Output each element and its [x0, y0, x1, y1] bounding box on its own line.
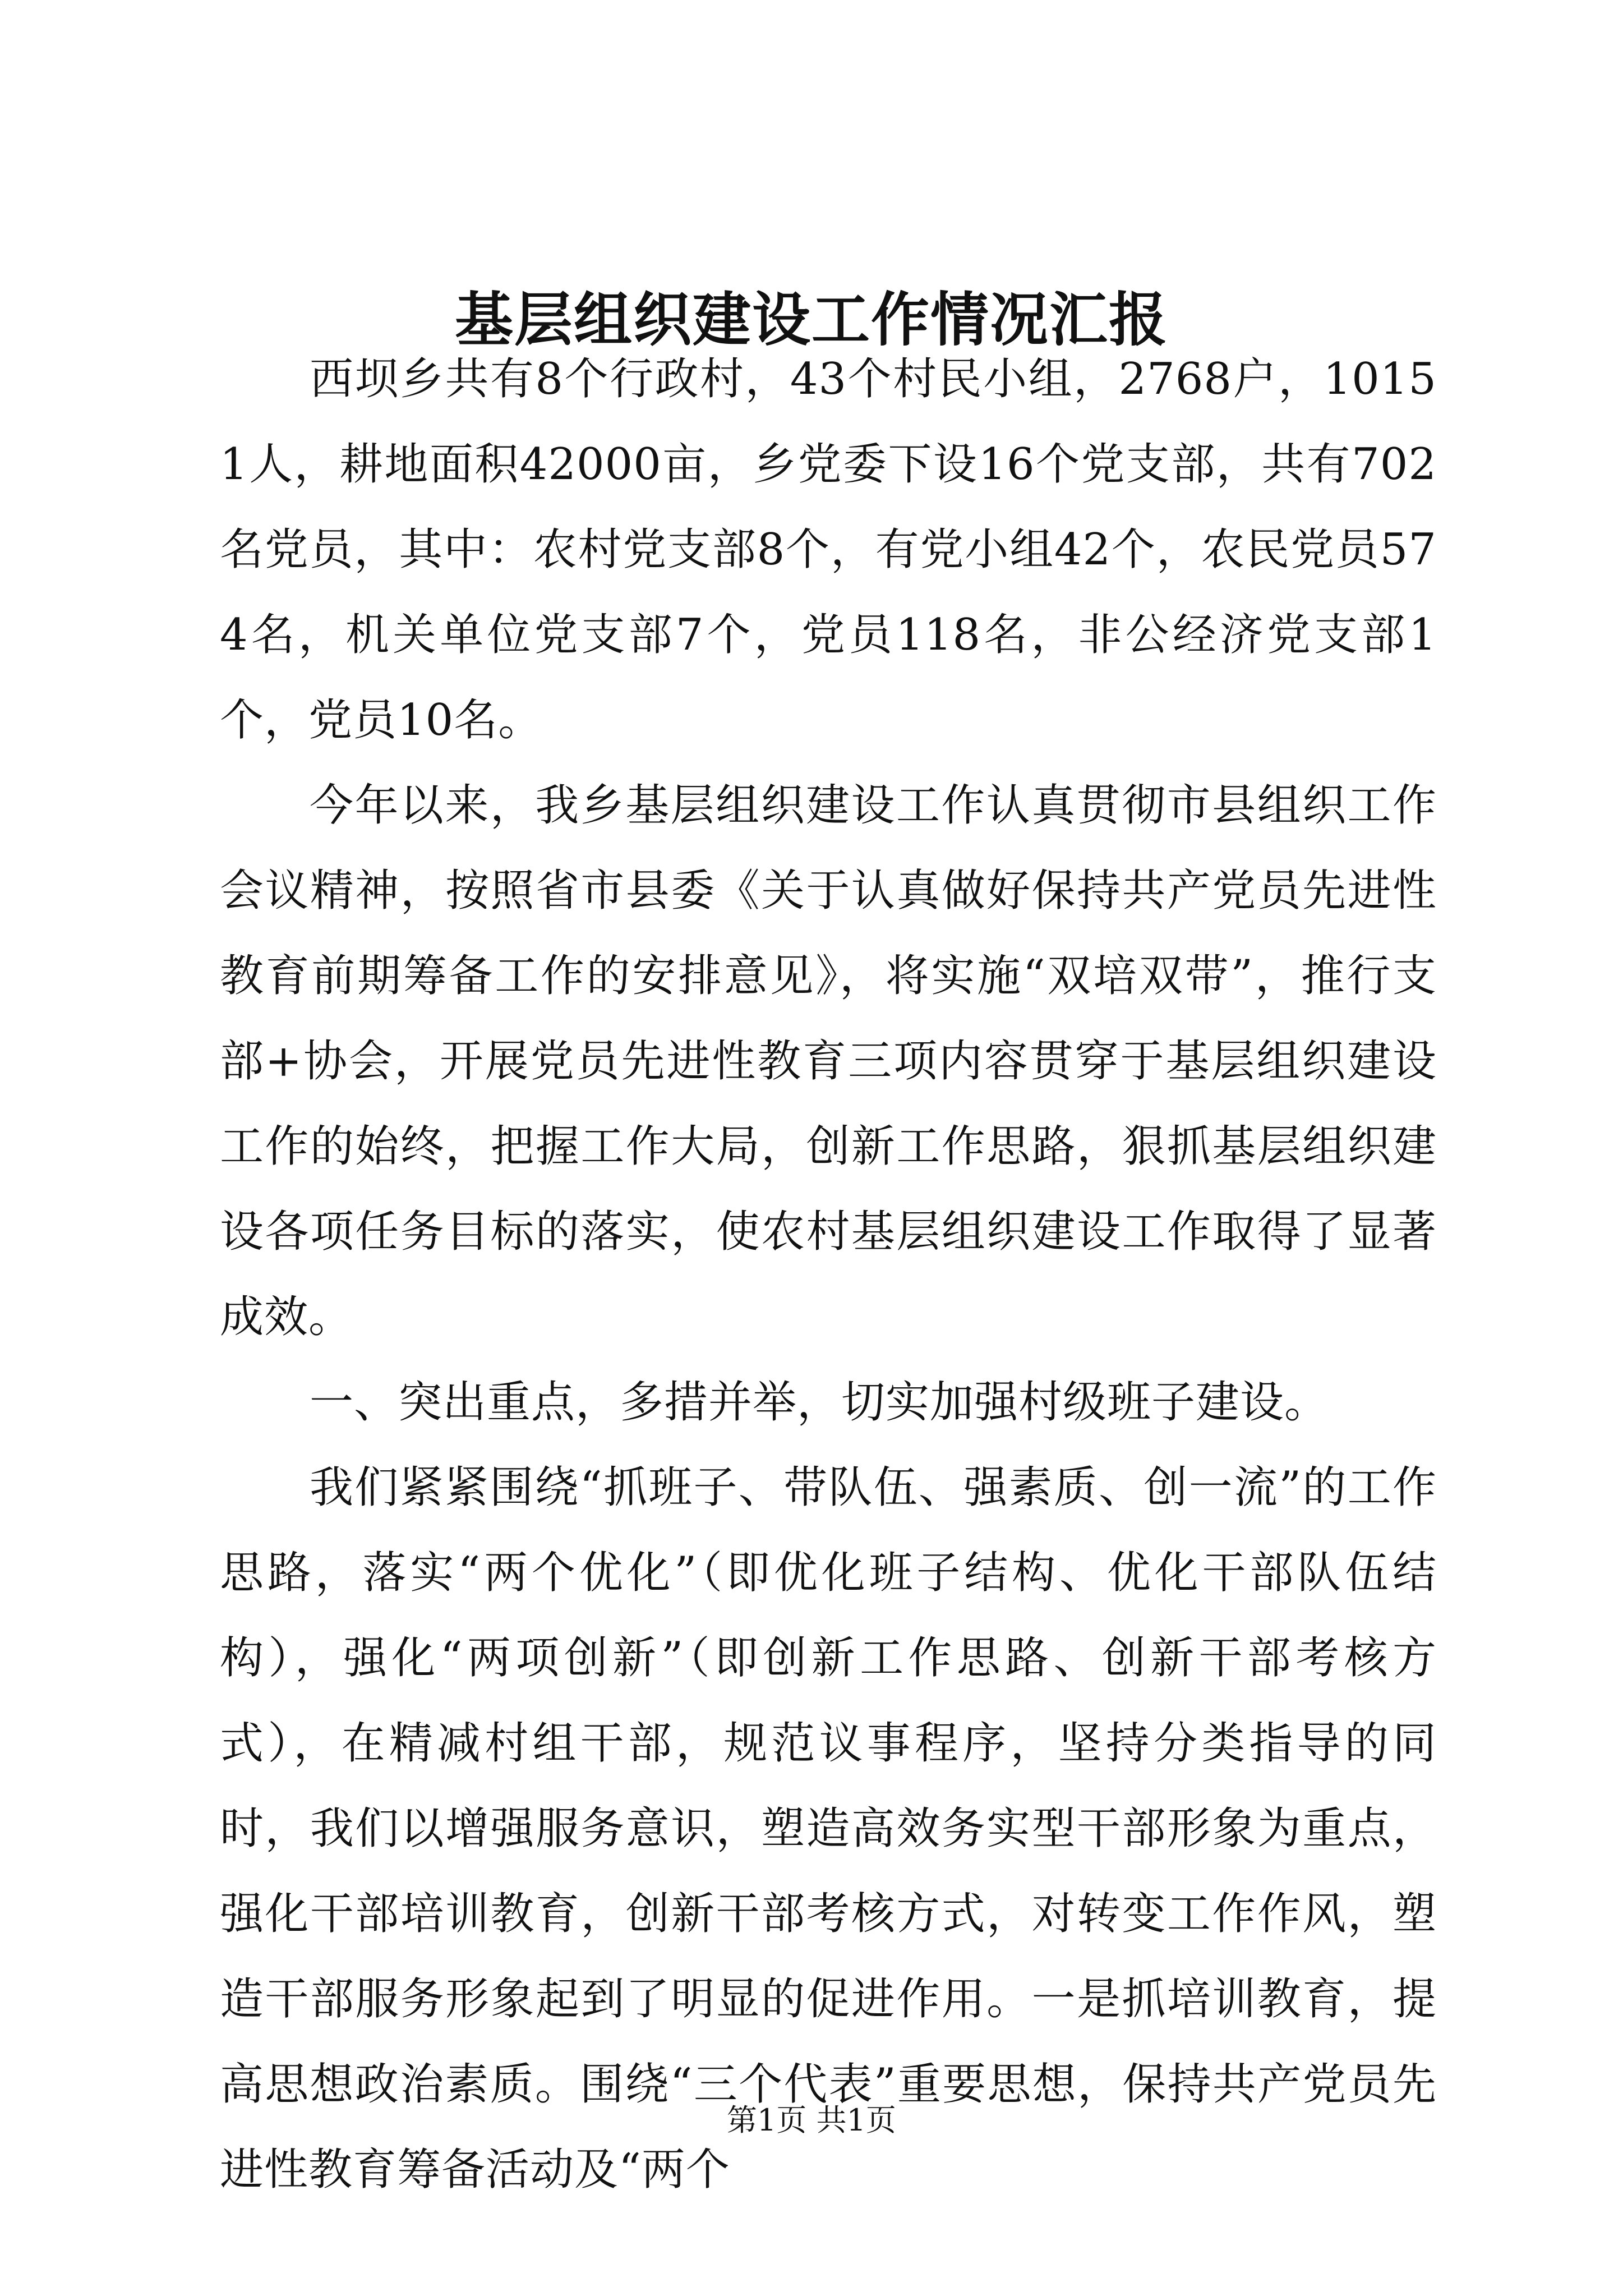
page-footer: 第1页 共1页	[727, 2102, 896, 2138]
paragraph-section-1: 我们紧紧围绕“抓班子、带队伍、强素质、创一流”的工作思路，落实“两个优化”（即优化班子结构、优化干部队伍结构），强化“两项创新”（即创新工作思路、创新干部考核方式），在精减村组干部，规范议事程序，坚持分类指导的同时，我们以增强服务意识，塑造高效务实型干部形象为重点，强化干部培训教育，创新干部考核方式，对转变工作作风，塑造干部服务形象起到了明显的促进作用。一是抓培训教育，提高思想政治素质。围绕“三个代表”重要思想，保持共产党员先进性教育筹备活动及“两个	[220, 1462, 1437, 2195]
paragraph-summary: 今年以来，我乡基层组织建设工作认真贯彻市县组织工作会议精神，按照省市县委《关于认真做好保持共产党员先进性教育前期筹备工作的安排意见》，将实施“双培双带”，推行支部+协会，开展党员先进性教育三项内容贯穿于基层组织建设工作的始终，把握工作大局，创新工作思路，狠抓基层组织建设各项任务目标的落实，使农村基层组织建设工作取得了显著成效。	[220, 780, 1437, 1342]
document-body	[220, 337, 1437, 2212]
section-heading-1: 一、突出重点，多措并举，切实加强村级班子建设。	[310, 1377, 1329, 1428]
document-title: 基层组织建设工作情况汇报	[454, 285, 1168, 354]
paragraph-overview: 西坝乡共有8个行政村，43个村民小组，2768户，10151人，耕地面积42000亩，乡党委下设16个党支部，共有702名党员，其中：农村党支部8个，有党小组42个，农民党员574名，机关单位党支部7个，党员118名，非公经济党支部1个，党员10名。	[220, 354, 1437, 746]
